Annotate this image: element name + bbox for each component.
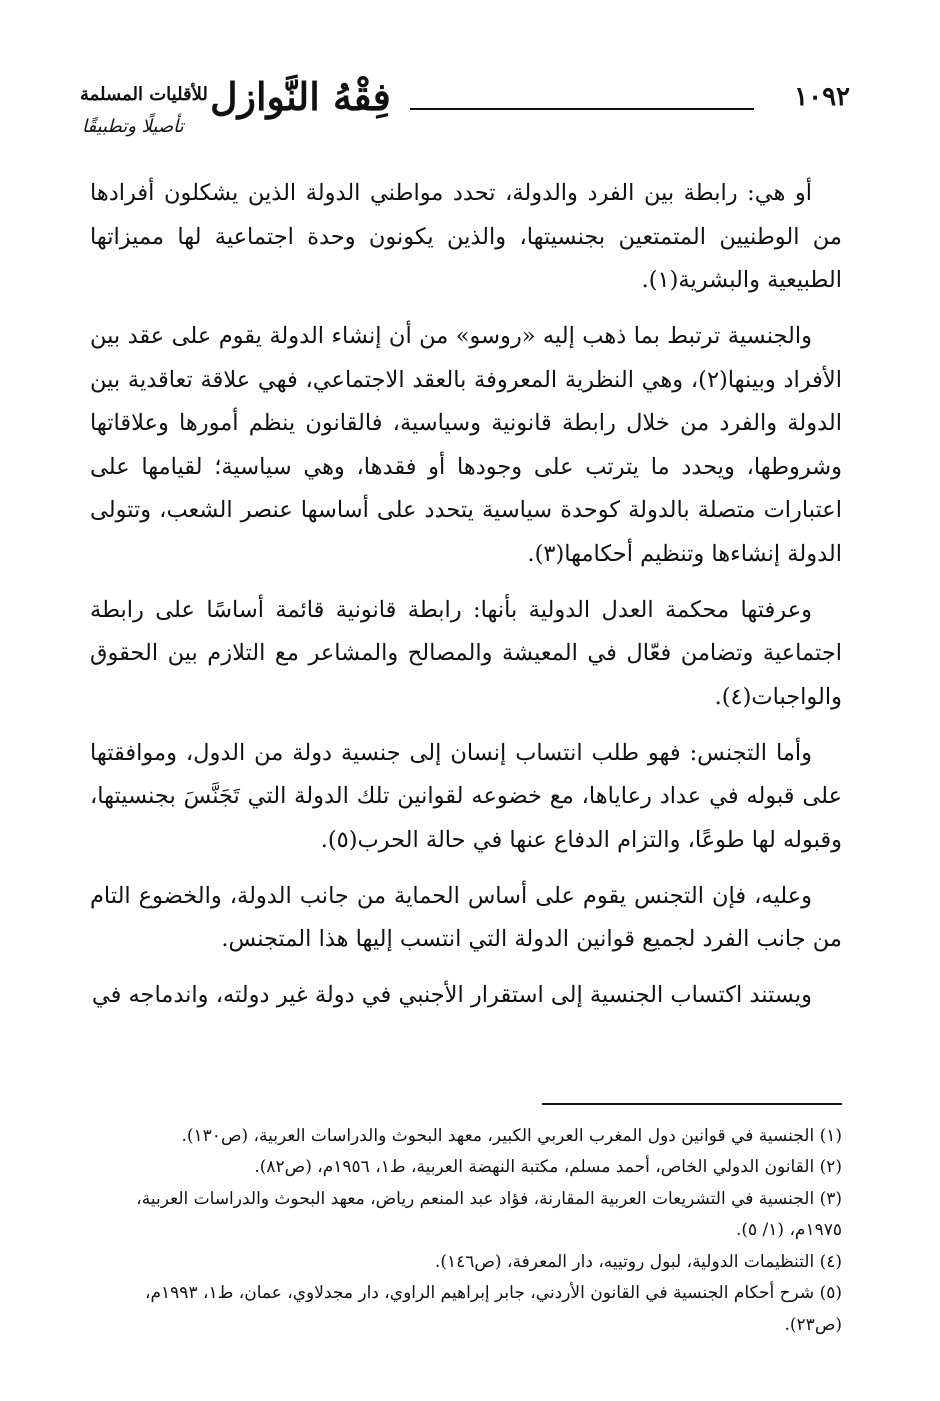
header-rule [410, 108, 754, 110]
paragraph: ويستند اكتساب الجنسية إلى استقرار الأجنبي في دولة غير دولته، واندماجه في [91, 981, 812, 1008]
book-title-side: للأقليات المسلمة [80, 84, 208, 105]
paragraph: وعليه، فإن التجنس يقوم على أساس الحماية من جانب الدولة، والخضوع التام من جانب الفرد لجميع قوانين الدولة التي انتسب إليها هذا المتجنس. [90, 882, 842, 953]
running-header [80, 66, 850, 156]
paragraph: والجنسية ترتبط بما ذهب إليه «روسو» من أن إنشاء الدولة يقوم على عقد بين الأفراد وبينها(٢)، وهي النظرية المعروفة بالعقد الاجتماعي، فهي علاقة تعاقدية بين الدولة والفرد من خلال رابطة قانونية وسياسية، فالقانون ينظم أمورها وعلاقاتها وشروطها، ويحدد ما يترتب على وجودها أو فقدها، وهي سياسية؛ لقيامها على اعتبارات متصلة بالدولة كوحدة سياسية يتحدد على أساسها عنصر الشعب، وتتولى الدولة إنشاءها وتنظيم أحكامها(٣). [90, 322, 843, 568]
footnote: (٢) القانون الدولي الخاص، أحمد مسلم، مكتبة النهضة العربية، ط١، ١٩٥٦م، (ص٨٢). [254, 1157, 842, 1178]
main-text [90, 172, 842, 1030]
footnote: (٣) الجنسية في التشريعات العربية المقارنة، فؤاد عبد المنعم رياض، معهد البحوث والدراسات العربية، ١٩٧٥م، (١/ ٥). [136, 1188, 842, 1241]
book-title-sub: تأصيلًا وتطبيقًا [82, 116, 184, 137]
footnote: (٥) شرح أحكام الجنسية في القانون الأردني، جابر إبراهيم الراوي، دار مجدلاوي، عمان، ط١، ١٩٩٣م، (ص٢٣). [145, 1283, 842, 1335]
footnotes [90, 1121, 842, 1341]
footnote-separator [542, 1103, 842, 1105]
footnote: (٤) التنظيمات الدولية، لبول روتييه، دار المعرفة، (ص١٤٦). [434, 1251, 842, 1272]
footnote: (١) الجنسية في قوانين دول المغرب العربي الكبير، معهد البحوث والدراسات العربية، (ص١٣٠). [181, 1126, 842, 1146]
book-title-main: فِقْهُ النَّوازل [210, 74, 391, 119]
paragraph: أو هي: رابطة بين الفرد والدولة، تحدد مواطني الدولة الذين يشكلون أفرادها من الوطنيين المتمتعين بجنسيتها، والذين يكونون وحدة اجتماعية لها مميزاتها الطبيعية والبشرية(١). [90, 180, 842, 294]
paragraph: وعرفتها محكمة العدل الدولية بأنها: رابطة قانونية قائمة أساسًا على رابطة اجتماعية وتضامن فعّال في المعيشة والمصالح والمشاعر مع التلازم بين الحقوق والواجبات(٤). [90, 596, 842, 711]
paragraph: وأما التجنس: فهو طلب انتساب إنسان إلى جنسية دولة من الدول، وموافقتها على قبوله في عداد رعاياها، مع خضوعه لقوانين تلك الدولة التي تَجَنَّسَ بجنسيتها، وقبوله لها طوعًا، والتزام الدفاع عنها في حالة الحرب(٥). [90, 739, 842, 853]
book-title-logo [80, 66, 410, 156]
page-number: ١٠٩٢ [794, 82, 850, 112]
